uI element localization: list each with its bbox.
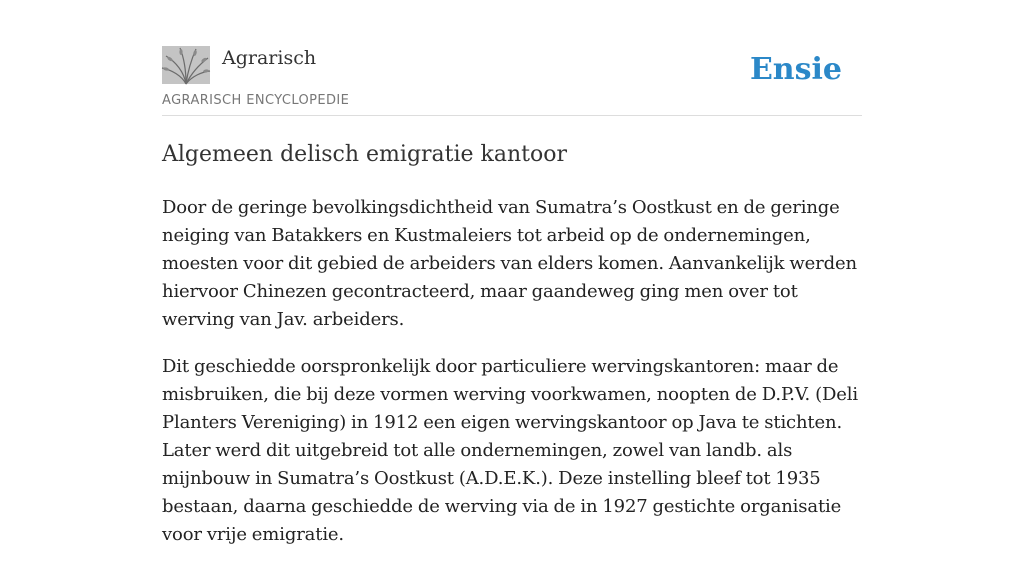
header [162,46,862,116]
publication-subtitle: AGRARISCH ENCYCLOPEDIE [162,93,350,108]
ensie-logo-link[interactable]: Ensie [749,52,842,87]
article [162,138,862,568]
article-paragraph-1: Door de geringe bevolkingsdichtheid van Sumatra’s Oostkust en de geringe neiging van Batakkers en Kustmaleiers tot arbeid op de ondernemingen, moesten voor dit gebied de arbeiders van elders komen. Aanvankelijk werden hiervoor Chinezen gecontracteerd, maar gaandeweg ging men over tot werving van Jav. arbeiders. [162,197,857,330]
article-title: Algemeen delisch emigratie kantoor [162,142,568,167]
wheat-logo-icon[interactable] [162,46,210,84]
header-divider [162,115,862,116]
article-paragraph-2: Dit geschiedde oorspronkelijk door particuliere wervingskantoren: maar de misbruiken, die bij deze vormen werving voorkwamen, noopten de D.P.V. (Deli Planters Vereniging) in 1912 een eigen wervingskantoor op Java te stichten. Later werd dit uitgebreid tot alle ondernemingen, zowel van landb. als mijnbouw in Sumatra’s Oostkust (A.D.E.K.). Deze instelling bleef tot 1935 bestaan, daarna geschiedde de werving via de in 1927 gestichte organisatie voor vrije emigratie. [162,356,858,545]
publication-name-link[interactable]: Agrarisch [222,47,317,69]
